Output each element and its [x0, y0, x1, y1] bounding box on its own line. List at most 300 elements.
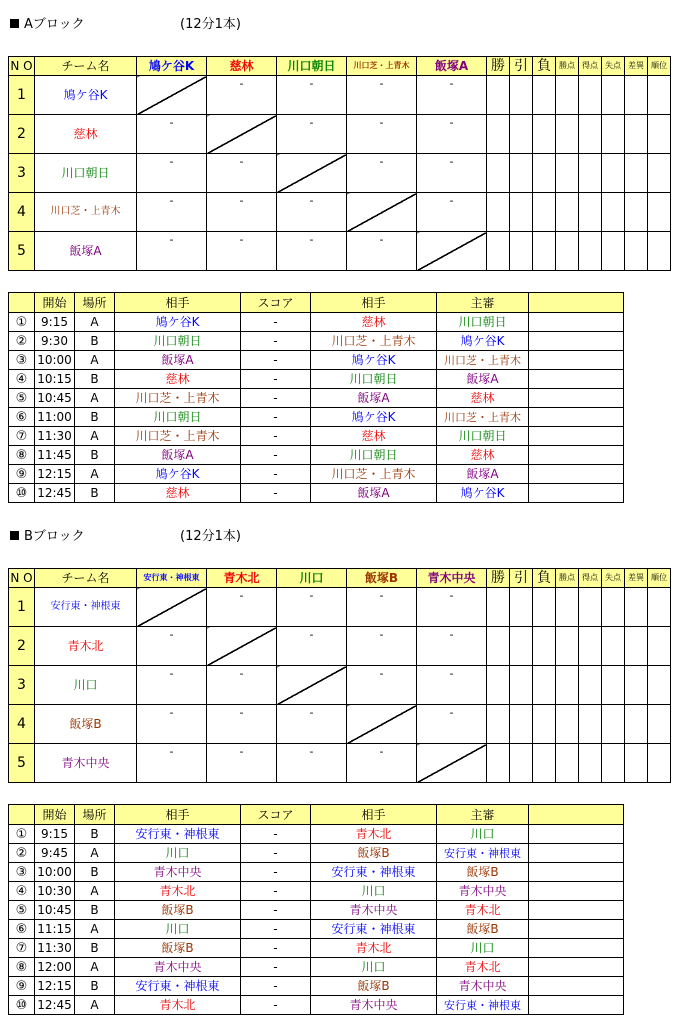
stat-header: 失点: [602, 569, 625, 588]
team-name: 川口: [35, 666, 137, 705]
game-time: 12:15: [35, 977, 75, 996]
blank-cell: [529, 484, 624, 503]
blank-header: [529, 293, 624, 313]
game-score[interactable]: -: [241, 939, 311, 958]
result-cell[interactable]: [417, 666, 487, 705]
referee-team: 青木中央: [437, 882, 529, 901]
home-team: 鳩ケ谷K: [115, 313, 241, 332]
stat-cell[interactable]: [579, 627, 602, 666]
game-number: ⑦: [9, 939, 35, 958]
result-cell[interactable]: [417, 76, 487, 115]
opponent-header: 相手: [115, 805, 241, 825]
game-place: B: [75, 901, 115, 920]
away-team: 鳩ケ谷K: [311, 408, 437, 427]
blank-cell: [529, 465, 624, 484]
result-cell[interactable]: [277, 627, 347, 666]
score-header: スコア: [241, 293, 311, 313]
opponent-column-header: 青木中央: [417, 569, 487, 588]
result-cell[interactable]: [137, 627, 207, 666]
opponent-column-header: 飯塚A: [417, 57, 487, 76]
standings-table: [8, 568, 671, 783]
referee-team: 慈林: [437, 389, 529, 408]
blank-cell: [529, 313, 624, 332]
game-score[interactable]: -: [241, 370, 311, 389]
away-team: 安行東・神根東: [311, 863, 437, 882]
game-score[interactable]: -: [241, 920, 311, 939]
stat-cell[interactable]: [556, 705, 579, 744]
result-cell[interactable]: [417, 154, 487, 193]
stat-cell[interactable]: [625, 588, 648, 627]
result-cell[interactable]: [417, 627, 487, 666]
game-score[interactable]: -: [241, 977, 311, 996]
stat-cell[interactable]: [510, 232, 533, 271]
stat-cell[interactable]: [602, 744, 625, 783]
blank-cell: [529, 332, 624, 351]
result-mark: -: [449, 155, 454, 168]
result-mark: -: [379, 589, 384, 602]
result-cell[interactable]: [417, 705, 487, 744]
stat-cell[interactable]: [579, 193, 602, 232]
away-team: 青木中央: [311, 996, 437, 1015]
stat-cell[interactable]: [487, 666, 510, 705]
stat-cell[interactable]: [556, 627, 579, 666]
result-cell[interactable]: [207, 232, 277, 271]
stat-cell[interactable]: [648, 154, 671, 193]
stat-cell[interactable]: [510, 588, 533, 627]
stat-cell[interactable]: [625, 666, 648, 705]
result-cell[interactable]: [137, 193, 207, 232]
stat-cell[interactable]: [556, 232, 579, 271]
result-cell[interactable]: [347, 627, 417, 666]
stat-header: 勝: [487, 569, 510, 588]
stat-cell[interactable]: [556, 744, 579, 783]
self-match-cell: [347, 193, 417, 232]
referee-team: 青木中央: [437, 977, 529, 996]
result-mark: -: [309, 194, 314, 207]
referee-team: 川口: [437, 825, 529, 844]
result-mark: -: [309, 628, 314, 641]
result-cell[interactable]: [417, 115, 487, 154]
home-team: 青木北: [115, 996, 241, 1015]
game-score[interactable]: -: [241, 332, 311, 351]
result-cell[interactable]: [207, 588, 277, 627]
stat-cell[interactable]: [487, 232, 510, 271]
stat-header: 差異: [625, 569, 648, 588]
result-mark: -: [239, 589, 244, 602]
result-mark: -: [169, 745, 174, 758]
blank-cell: [529, 996, 624, 1015]
result-mark: -: [169, 233, 174, 246]
stat-cell[interactable]: [487, 744, 510, 783]
game-place: B: [75, 825, 115, 844]
home-team: 飯塚A: [115, 351, 241, 370]
result-cell[interactable]: [277, 588, 347, 627]
result-cell[interactable]: [207, 744, 277, 783]
result-cell[interactable]: [277, 232, 347, 271]
away-team: 青木北: [311, 825, 437, 844]
no-header: N O: [9, 569, 35, 588]
self-match-cell: [137, 76, 207, 115]
result-mark: -: [379, 745, 384, 758]
game-score[interactable]: -: [241, 446, 311, 465]
stat-cell[interactable]: [602, 76, 625, 115]
team-number: 1: [9, 76, 35, 115]
game-place: B: [75, 332, 115, 351]
stat-cell[interactable]: [625, 705, 648, 744]
game-time: 12:15: [35, 465, 75, 484]
game-time: 10:45: [35, 389, 75, 408]
stat-header: 得点: [579, 569, 602, 588]
away-team: 飯塚B: [311, 844, 437, 863]
game-number: ①: [9, 825, 35, 844]
stat-cell[interactable]: [602, 154, 625, 193]
result-cell[interactable]: [277, 705, 347, 744]
result-mark: -: [239, 77, 244, 90]
stat-cell[interactable]: [648, 76, 671, 115]
result-cell[interactable]: [207, 666, 277, 705]
result-cell[interactable]: [137, 744, 207, 783]
team-name: 川口芝・上青木: [35, 193, 137, 232]
home-team: 鳩ケ谷K: [115, 465, 241, 484]
schedule-table: [8, 804, 624, 1015]
stat-header: 引: [510, 569, 533, 588]
game-place: A: [75, 996, 115, 1015]
result-cell[interactable]: [417, 193, 487, 232]
game-score[interactable]: -: [241, 901, 311, 920]
stat-header: 失点: [602, 57, 625, 76]
stat-cell[interactable]: [487, 76, 510, 115]
game-score[interactable]: -: [241, 465, 311, 484]
game-row: [9, 370, 624, 389]
game-place: A: [75, 882, 115, 901]
blank-header: [529, 805, 624, 825]
game-score[interactable]: -: [241, 484, 311, 503]
blank-cell: [529, 882, 624, 901]
game-score[interactable]: -: [241, 427, 311, 446]
stat-cell[interactable]: [533, 232, 556, 271]
stat-cell[interactable]: [625, 627, 648, 666]
opponent-header: 相手: [311, 805, 437, 825]
stat-cell[interactable]: [556, 115, 579, 154]
stat-header: 負: [533, 57, 556, 76]
team-row: [9, 588, 671, 627]
stat-cell[interactable]: [602, 232, 625, 271]
game-score[interactable]: -: [241, 958, 311, 977]
result-cell[interactable]: [277, 744, 347, 783]
stat-cell[interactable]: [487, 154, 510, 193]
stat-cell[interactable]: [510, 705, 533, 744]
team-row: [9, 76, 671, 115]
result-cell[interactable]: [137, 115, 207, 154]
result-cell[interactable]: [347, 232, 417, 271]
result-mark: -: [169, 155, 174, 168]
stat-cell[interactable]: [579, 115, 602, 154]
result-mark: -: [379, 233, 384, 246]
stat-cell[interactable]: [602, 627, 625, 666]
game-number: ②: [9, 844, 35, 863]
stat-cell[interactable]: [648, 232, 671, 271]
stat-cell[interactable]: [533, 154, 556, 193]
stat-cell[interactable]: [602, 666, 625, 705]
stat-cell[interactable]: [602, 193, 625, 232]
referee-team: 青木北: [437, 901, 529, 920]
result-mark: -: [379, 628, 384, 641]
home-team: 川口芝・上青木: [115, 389, 241, 408]
stat-cell[interactable]: [579, 588, 602, 627]
game-row: [9, 977, 624, 996]
result-cell[interactable]: [207, 76, 277, 115]
stat-cell[interactable]: [602, 588, 625, 627]
result-cell[interactable]: [137, 232, 207, 271]
blank-cell: [529, 427, 624, 446]
stat-cell[interactable]: [579, 744, 602, 783]
num-header: [9, 805, 35, 825]
result-cell[interactable]: [137, 705, 207, 744]
game-row: [9, 465, 624, 484]
result-cell[interactable]: [347, 76, 417, 115]
home-team: 青木北: [115, 882, 241, 901]
team-number: 4: [9, 705, 35, 744]
game-score[interactable]: -: [241, 351, 311, 370]
game-row: [9, 332, 624, 351]
referee-team: 安行東・神根東: [437, 996, 529, 1015]
game-place: B: [75, 939, 115, 958]
game-number: ③: [9, 351, 35, 370]
result-cell[interactable]: [207, 193, 277, 232]
game-number: ⑥: [9, 408, 35, 427]
result-cell[interactable]: [347, 744, 417, 783]
result-mark: -: [309, 233, 314, 246]
game-place: B: [75, 408, 115, 427]
result-cell[interactable]: [207, 154, 277, 193]
result-mark: -: [379, 77, 384, 90]
stat-cell[interactable]: [533, 627, 556, 666]
stat-cell[interactable]: [510, 193, 533, 232]
block-duration: (12分1本): [180, 529, 241, 544]
game-number: ⑧: [9, 958, 35, 977]
stat-cell[interactable]: [625, 154, 648, 193]
away-team: 慈林: [311, 427, 437, 446]
result-cell[interactable]: [277, 115, 347, 154]
stat-cell[interactable]: [625, 232, 648, 271]
game-row: [9, 351, 624, 370]
stat-cell[interactable]: [533, 193, 556, 232]
stat-cell[interactable]: [533, 115, 556, 154]
stat-cell[interactable]: [510, 627, 533, 666]
stat-cell[interactable]: [510, 666, 533, 705]
game-time: 11:15: [35, 920, 75, 939]
game-place: A: [75, 958, 115, 977]
result-mark: -: [379, 155, 384, 168]
blank-cell: [529, 901, 624, 920]
opponent-header: 相手: [311, 293, 437, 313]
game-place: B: [75, 370, 115, 389]
stat-cell[interactable]: [556, 666, 579, 705]
standings-header-row: [9, 57, 671, 76]
stat-cell[interactable]: [579, 232, 602, 271]
result-cell[interactable]: [347, 666, 417, 705]
game-score[interactable]: -: [241, 882, 311, 901]
self-match-cell: [417, 232, 487, 271]
stat-header: 引: [510, 57, 533, 76]
stat-cell[interactable]: [487, 588, 510, 627]
away-team: 川口朝日: [311, 370, 437, 389]
stat-header: 順位: [648, 57, 671, 76]
result-mark: -: [169, 706, 174, 719]
stat-cell[interactable]: [533, 666, 556, 705]
stat-cell[interactable]: [579, 666, 602, 705]
stat-cell[interactable]: [579, 705, 602, 744]
result-mark: -: [239, 745, 244, 758]
team-number: 2: [9, 115, 35, 154]
game-number: ①: [9, 313, 35, 332]
game-row: [9, 996, 624, 1015]
referee-team: 川口朝日: [437, 313, 529, 332]
result-mark: -: [449, 116, 454, 129]
away-team: 飯塚B: [311, 977, 437, 996]
stat-cell[interactable]: [487, 193, 510, 232]
result-cell[interactable]: [417, 588, 487, 627]
referee-team: 川口芝・上青木: [437, 408, 529, 427]
game-number: ⑧: [9, 446, 35, 465]
stat-cell[interactable]: [533, 705, 556, 744]
game-number: ③: [9, 863, 35, 882]
stat-cell[interactable]: [487, 115, 510, 154]
game-row: [9, 958, 624, 977]
stat-cell[interactable]: [579, 154, 602, 193]
result-mark: -: [309, 116, 314, 129]
block-header: [10, 528, 241, 546]
game-score[interactable]: -: [241, 389, 311, 408]
game-score[interactable]: -: [241, 844, 311, 863]
result-cell[interactable]: [137, 154, 207, 193]
result-mark: -: [239, 667, 244, 680]
stat-cell[interactable]: [533, 588, 556, 627]
result-cell[interactable]: [137, 666, 207, 705]
stat-cell[interactable]: [556, 193, 579, 232]
home-team: 慈林: [115, 484, 241, 503]
result-cell[interactable]: [347, 115, 417, 154]
opponent-header: 相手: [115, 293, 241, 313]
schedule-header-row: [9, 805, 624, 825]
home-team: 慈林: [115, 370, 241, 389]
stat-cell[interactable]: [648, 627, 671, 666]
away-team: 飯塚A: [311, 484, 437, 503]
away-team: 川口芝・上青木: [311, 332, 437, 351]
stat-cell[interactable]: [556, 588, 579, 627]
game-score[interactable]: -: [241, 825, 311, 844]
stat-cell[interactable]: [602, 705, 625, 744]
schedule-table: [8, 292, 624, 503]
blank-cell: [529, 351, 624, 370]
stat-cell[interactable]: [510, 115, 533, 154]
stat-cell[interactable]: [510, 744, 533, 783]
stat-header: 得点: [579, 57, 602, 76]
result-cell[interactable]: [347, 154, 417, 193]
game-place: A: [75, 844, 115, 863]
blank-cell: [529, 408, 624, 427]
block-duration: (12分1本): [180, 17, 241, 32]
no-header: N O: [9, 57, 35, 76]
game-row: [9, 446, 624, 465]
place-header: 場所: [75, 805, 115, 825]
referee-team: 鳩ケ谷K: [437, 484, 529, 503]
home-team: 川口朝日: [115, 332, 241, 351]
stat-cell[interactable]: [533, 76, 556, 115]
game-time: 11:45: [35, 446, 75, 465]
stat-cell[interactable]: [533, 744, 556, 783]
stat-cell[interactable]: [556, 76, 579, 115]
stat-cell[interactable]: [602, 115, 625, 154]
place-header: 場所: [75, 293, 115, 313]
result-mark: -: [169, 628, 174, 641]
result-cell[interactable]: [207, 705, 277, 744]
home-team: 飯塚B: [115, 939, 241, 958]
away-team: 飯塚A: [311, 389, 437, 408]
result-cell[interactable]: [277, 76, 347, 115]
team-number: 2: [9, 627, 35, 666]
stat-cell[interactable]: [648, 588, 671, 627]
num-header: [9, 293, 35, 313]
game-number: ⑩: [9, 484, 35, 503]
result-cell[interactable]: [347, 588, 417, 627]
away-team: 鳩ケ谷K: [311, 351, 437, 370]
game-row: [9, 427, 624, 446]
game-place: A: [75, 465, 115, 484]
team-number: 5: [9, 232, 35, 271]
game-time: 9:15: [35, 825, 75, 844]
block-header: [10, 16, 241, 34]
stat-cell[interactable]: [648, 666, 671, 705]
home-team: 青木中央: [115, 958, 241, 977]
game-time: 11:30: [35, 427, 75, 446]
result-mark: -: [169, 116, 174, 129]
stat-cell[interactable]: [510, 154, 533, 193]
home-team: 安行東・神根東: [115, 825, 241, 844]
result-cell[interactable]: [277, 193, 347, 232]
team-number: 5: [9, 744, 35, 783]
stat-cell[interactable]: [625, 76, 648, 115]
stat-cell[interactable]: [648, 115, 671, 154]
game-score[interactable]: -: [241, 408, 311, 427]
result-mark: -: [239, 706, 244, 719]
blank-cell: [529, 939, 624, 958]
stat-cell[interactable]: [648, 705, 671, 744]
stat-cell[interactable]: [648, 744, 671, 783]
block-title: Bブロック: [24, 529, 85, 544]
stat-cell[interactable]: [487, 627, 510, 666]
stat-cell[interactable]: [487, 705, 510, 744]
stat-cell[interactable]: [648, 193, 671, 232]
away-team: 川口: [311, 882, 437, 901]
game-time: 12:00: [35, 958, 75, 977]
stat-cell[interactable]: [625, 744, 648, 783]
stat-cell[interactable]: [510, 76, 533, 115]
team-number: 3: [9, 154, 35, 193]
referee-team: 川口: [437, 939, 529, 958]
stat-cell[interactable]: [556, 154, 579, 193]
stat-cell[interactable]: [625, 193, 648, 232]
game-score[interactable]: -: [241, 313, 311, 332]
stat-cell[interactable]: [579, 76, 602, 115]
game-score[interactable]: -: [241, 863, 311, 882]
team-row: [9, 744, 671, 783]
game-score[interactable]: -: [241, 996, 311, 1015]
game-row: [9, 408, 624, 427]
stat-cell[interactable]: [625, 115, 648, 154]
game-row: [9, 484, 624, 503]
referee-team: 川口芝・上青木: [437, 351, 529, 370]
